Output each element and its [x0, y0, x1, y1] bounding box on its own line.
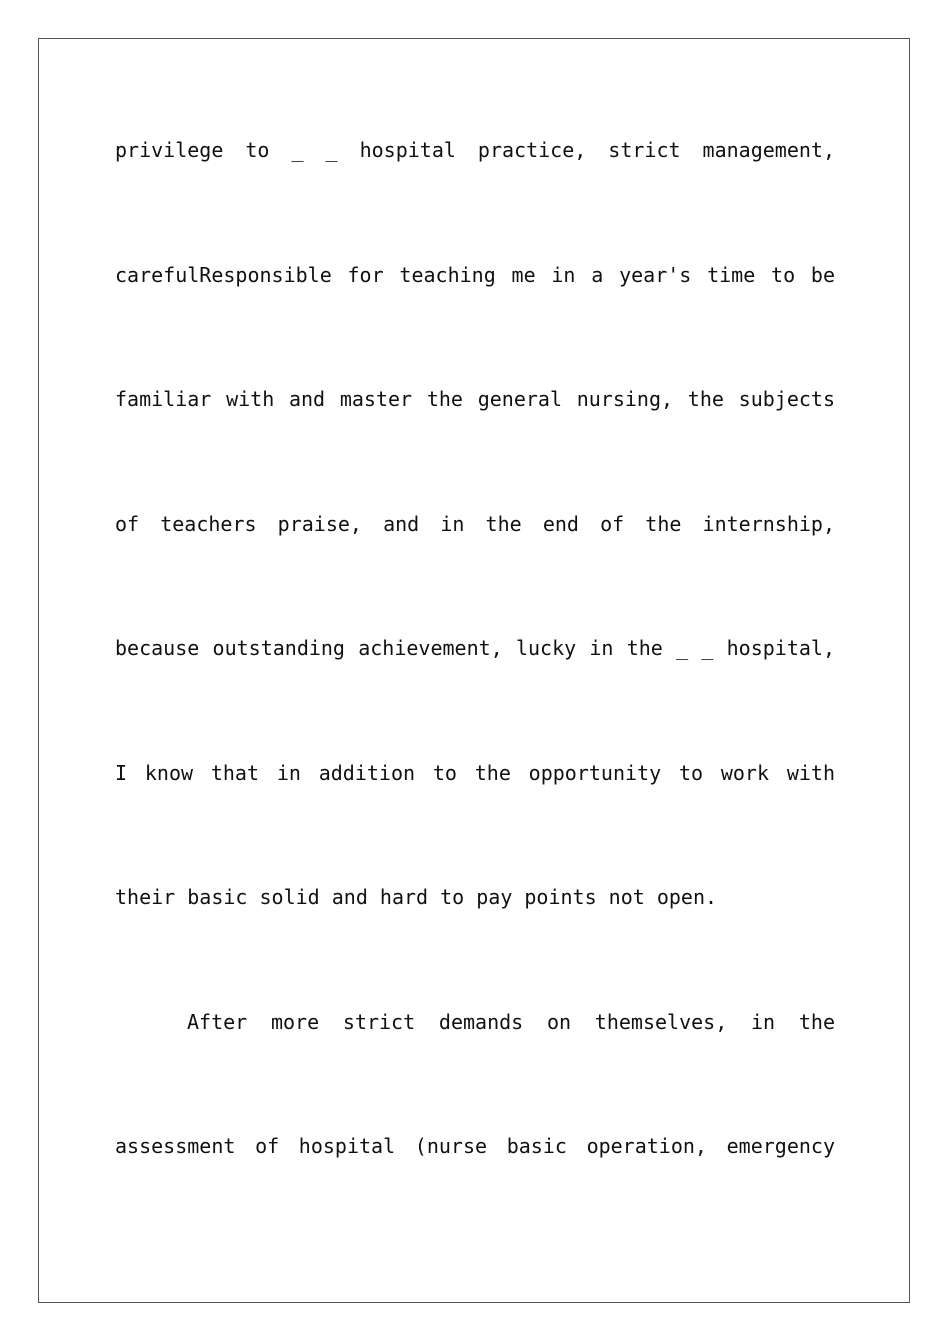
text-line-7: their basic solid and hard to pay points not open.: [115, 885, 718, 909]
text-line-3: familiar with and master the general nursing, the subjects: [115, 387, 835, 411]
text-line-2: carefulResponsible for teaching me in a year's time to be: [115, 262, 835, 287]
document-body: [115, 110, 835, 1231]
text-line-5: because outstanding achievement, lucky in the _ _ hospital,: [115, 636, 835, 660]
text-line-4: of teachers praise, and in the end of the internship,: [115, 511, 835, 536]
text-line-9: assessment of hospital (nurse basic operation, emergency: [115, 1134, 835, 1158]
text-line-8: After more strict demands on themselves, in the: [187, 1009, 835, 1034]
text-line-6: I know that in addition to the opportunity to work with: [115, 760, 835, 785]
text-line-1: privilege to _ _ hospital practice, strict management,: [115, 138, 835, 162]
